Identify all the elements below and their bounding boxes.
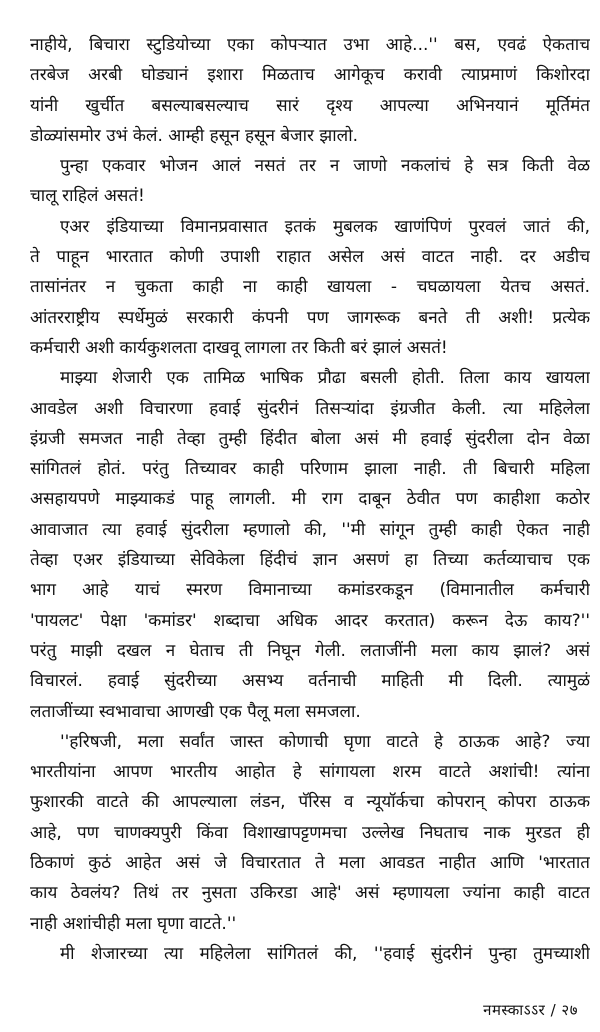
text-line: तरबेज अरबी घोड्यानं इशारा मिळताच आगेकूच करावी त्याप्रमाणं किशोरदा bbox=[30, 65, 590, 86]
text-line: ठिकाणं कुठं आहेत असं जे विचारतात ते मला आवडत नाहीत आणि 'भारतात bbox=[30, 853, 590, 874]
text-line: आवडेल अशी विचारणा हवाई सुंदरीनं तिसऱ्यांदा इंग्रजीत केली. त्या महिलेला bbox=[30, 398, 590, 419]
text-line: आंतरराष्ट्रीय स्पर्धेमुळं सरकारी कंपनी पण जागरूक बनते ती अशी! प्रत्येक bbox=[30, 307, 590, 328]
text-line: ''हरिषजी, मला सर्वांत जास्त कोणाची घृणा वाटते हे ठाऊक आहे? ज्या bbox=[60, 731, 590, 752]
text-line: आहे, पण चाणक्यपुरी किंवा विशाखापट्टणमचा उल्लेख निघताच नाक मुरडत ही bbox=[30, 822, 590, 843]
text-line: काय ठेवलंय? तिथं तर नुसता उकिरडा आहे' असं म्हणायला ज्यांना काही वाटत bbox=[30, 883, 590, 904]
text-line: भारतीयांना आपण भारतीय आहोत हे सांगायला शरम वाटते अशांची! त्यांना bbox=[30, 762, 590, 783]
text-line: तेव्हा एअर इंडियाच्या सेविकेला हिंदीचं ज्ञान असणं हा तिच्या कर्तव्याचाच एक bbox=[30, 550, 590, 571]
text-line: असहायपणे माझ्याकडं पाहू लागली. मी राग दाबून ठेवीत पण काहीशा कठोर bbox=[30, 489, 590, 510]
text-line: लताजींच्या स्वभावाचा आणखी एक पैलू मला समजला. bbox=[30, 701, 361, 722]
text-line: डोळ्यांसमोर उभं केलं. आम्ही हसून हसून बेजार झालो. bbox=[30, 125, 358, 146]
page-footer-folio: नमस्काऽऽर / २७ bbox=[483, 1001, 578, 1019]
text-line: फुशारकी वाटते की आपल्याला लंडन, पॅरिस व न्यूयॉर्कचा कोपरान् कोपरा ठाऊक bbox=[30, 792, 590, 813]
text-line: 'पायलट' पेक्षा 'कमांडर' शब्दाचा अधिक आदर करतात) करून देऊ काय?'' bbox=[30, 610, 590, 631]
text-line: कर्मचारी अशी कार्यकुशलता दाखवू लागला तर किती बरं झालं असतं! bbox=[30, 337, 448, 358]
text-line: विचारलं. हवाई सुंदरीच्या असभ्य वर्तनाची माहिती मी दिली. त्यामुळं bbox=[30, 671, 590, 692]
text-line: इंग्रजी समजत नाही तेव्हा तुम्ही हिंदीत बोला असं मी हवाई सुंदरीला दोन वेळा bbox=[30, 428, 590, 449]
text-line: मी शेजारच्या त्या महिलेला सांगितलं की, ''हवाई सुंदरीनं पुन्हा तुमच्याशी bbox=[60, 943, 590, 964]
text-line: आवाजात त्या हवाई सुंदरीला म्हणालो की, ''मी सांगून तुम्ही काही ऐकत नाही bbox=[30, 519, 590, 540]
text-line: परंतु माझी दखल न घेताच ती निघून गेली. लताजींनी मला काय झालं? असं bbox=[30, 640, 590, 661]
text-line: नाहीये, बिचारा स्टुडियोच्या एका कोपऱ्यात उभा आहे...'' बस, एवढं ऐकताच bbox=[30, 35, 590, 55]
text-line: सांगितलं होतं. परंतु तिच्यावर काही परिणाम झाला नाही. ती बिचारी महिला bbox=[30, 459, 590, 480]
text-line: तासांनंतर न चुकता काही ना काही खायला - चघळायला येतच असतं. bbox=[30, 277, 590, 298]
text-line: चालू राहिलं असतं! bbox=[30, 186, 145, 207]
text-line: पुन्हा एकवार भोजन आलं नसतं तर न जाणो नकलांचं हे सत्र किती वेळ bbox=[60, 156, 590, 177]
text-line: यांनी खुर्चीत बसल्याबसल्याच सारं दृश्य आपल्या अभिनयानं मूर्तिमंत bbox=[30, 95, 590, 116]
page-body-text bbox=[30, 30, 590, 969]
text-line: भाग आहे याचं स्मरण विमानाच्या कमांडरकडून (विमानातील कर्मचारी bbox=[30, 580, 590, 601]
text-line: ते पाहून भारतात कोणी उपाशी राहात असेल असं वाटत नाही. दर अडीच bbox=[30, 247, 590, 268]
text-line: एअर इंडियाच्या विमानप्रवासात इतकं मुबलक खाणंपिणं पुरवलं जातं की, bbox=[60, 216, 590, 237]
text-line: नाही अशांचीही मला घृणा वाटते.'' bbox=[30, 913, 237, 934]
text-line: माझ्या शेजारी एक तामिळ भाषिक प्रौढा बसली होती. तिला काय खायला bbox=[60, 368, 590, 389]
